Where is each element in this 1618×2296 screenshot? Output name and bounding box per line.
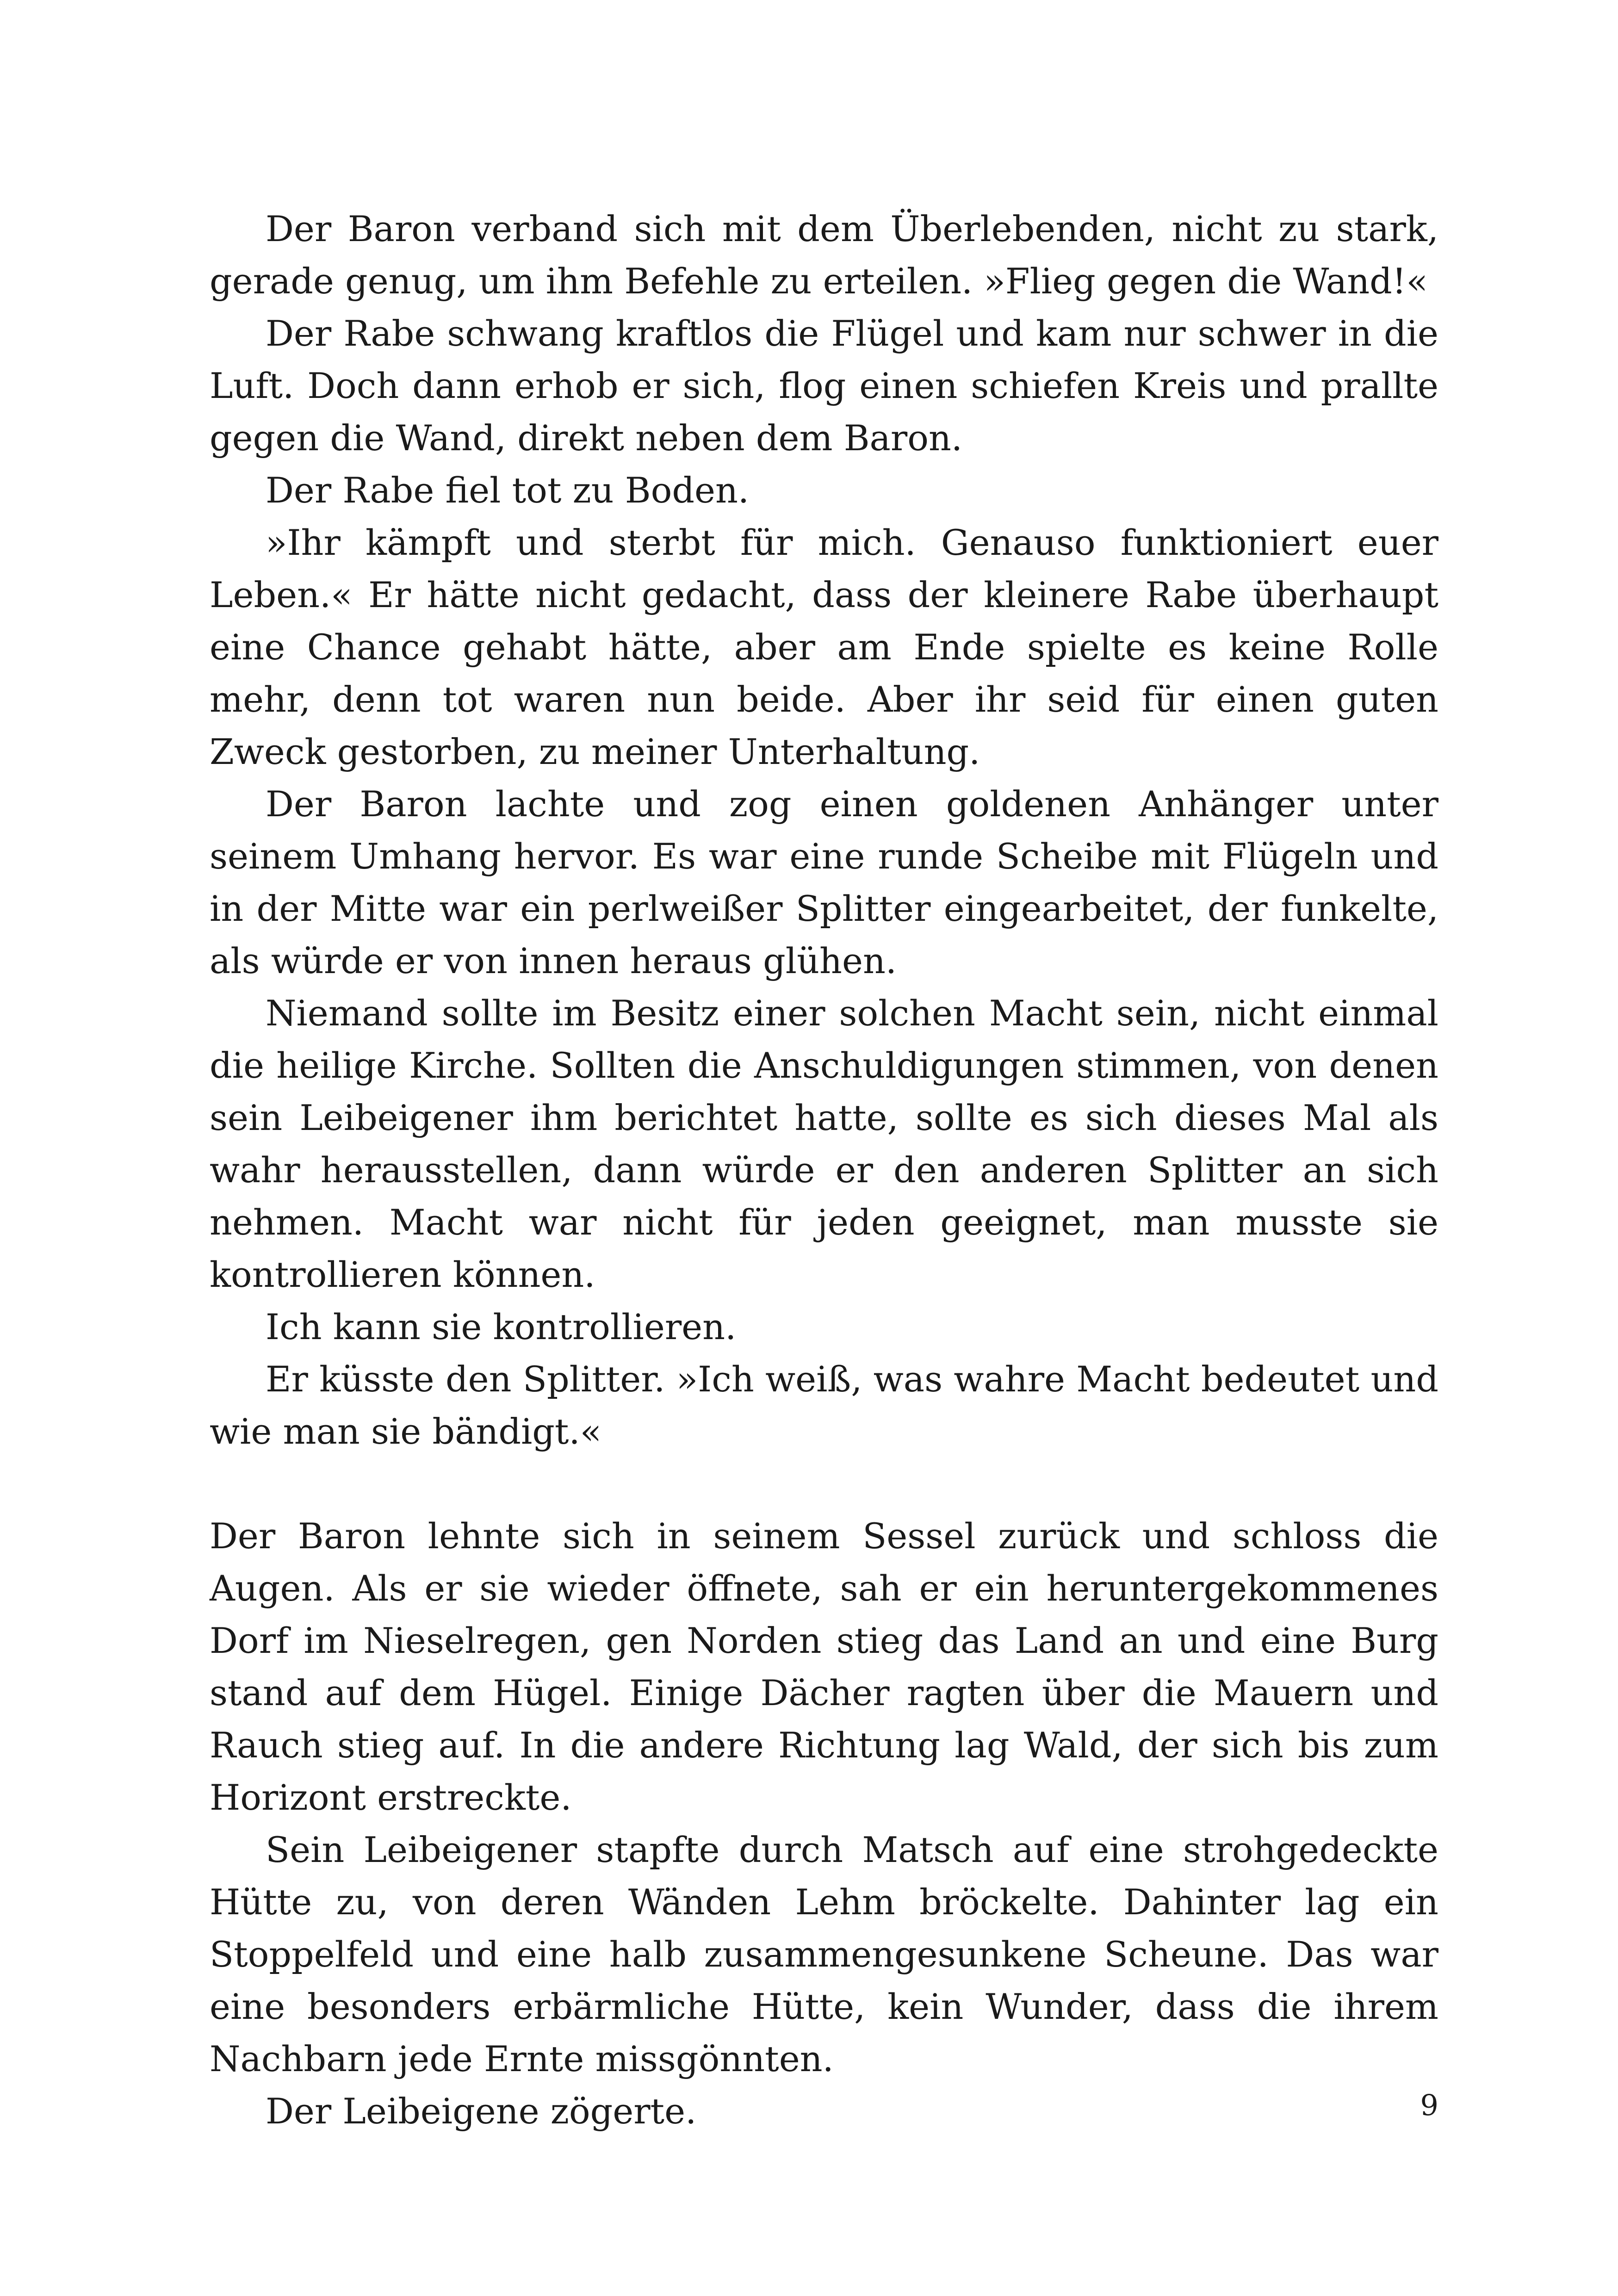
paragraph: »Ihr kämpft und sterbt für mich. Genauso funktioniert euer Leben.« Er hätte nicht gedacht, dass der kleinere Rabe überhaupt eine Chance gehabt hätte, aber am Ende spielte es keine Rolle mehr, denn tot waren nun beide. Aber ihr seid für einen guten Zweck gestorben, zu meiner Unterhaltung. bbox=[210, 522, 1438, 772]
paragraph: Der Rabe schwang kraftlos die Flügel und kam nur schwer in die Luft. Doch dann erhob er sich, ﬂog einen schiefen Kreis und prallte gegen die Wand, direkt neben dem Baron. bbox=[210, 313, 1438, 459]
page-number: 9 bbox=[1420, 2088, 1438, 2122]
paragraph: Sein Leibeigener stapfte durch Matsch auf eine strohgedeckte Hütte zu, von deren Wänden Lehm bröckelte. Dahinter lag ein Stoppelfeld und eine halb zusammengesunkene Scheune. Das war eine besonders erbärmliche Hütte, kein Wunder, dass die ihrem Nachbarn jede Ernte missgönnten. bbox=[210, 1829, 1438, 2079]
paragraph: Der Leibeigene zögerte. bbox=[266, 2091, 697, 2132]
paragraph: Niemand sollte im Besitz einer solchen Macht sein, nicht einmal die heilige Kirche. Sollten die Anschuldigungen stimmen, von denen sein Leibeigener ihm berichtet hatte, sollte es sich dieses Mal als wahr herausstellen, dann würde er den anderen Splitter an sich nehmen. Macht war nicht für jeden geeignet, man musste sie kontrollieren können. bbox=[210, 993, 1438, 1295]
paragraph: Der Baron lachte und zog einen goldenen Anhänger unter seinem Umhang hervor. Es war eine runde Scheibe mit Flügeln und in der Mitte war ein perlweißer Splitter eingearbeitet, der funkelte, als würde er von innen heraus glühen. bbox=[210, 783, 1438, 981]
section-break bbox=[210, 1458, 1438, 1510]
paragraph: Er küsste den Splitter. »Ich weiß, was wahre Macht bedeutet und wie man sie bändigt.« bbox=[210, 1359, 1438, 1452]
paragraph: Der Baron lehnte sich in seinem Sessel zurück und schloss die Augen. Als er sie wieder öffnete, sah er ein heruntergekommenes Dorf im Nieselregen, gen Norden stieg das Land an und eine Burg stand auf dem Hügel. Einige Dächer ragten über die Mauern und Rauch stieg auf. In die andere Richtung lag Wald, der sich bis zum Horizont erstreckte. bbox=[210, 1515, 1438, 1818]
body-text bbox=[210, 203, 1438, 2137]
paragraph: Der Rabe ﬁel tot zu Boden. bbox=[266, 470, 750, 511]
paragraph: Ich kann sie kontrollieren. bbox=[266, 1306, 737, 1347]
paragraph: Der Baron verband sich mit dem Überlebenden, nicht zu stark, gerade genug, um ihm Befehle zu erteilen. »Flieg gegen die Wand!« bbox=[210, 208, 1438, 302]
